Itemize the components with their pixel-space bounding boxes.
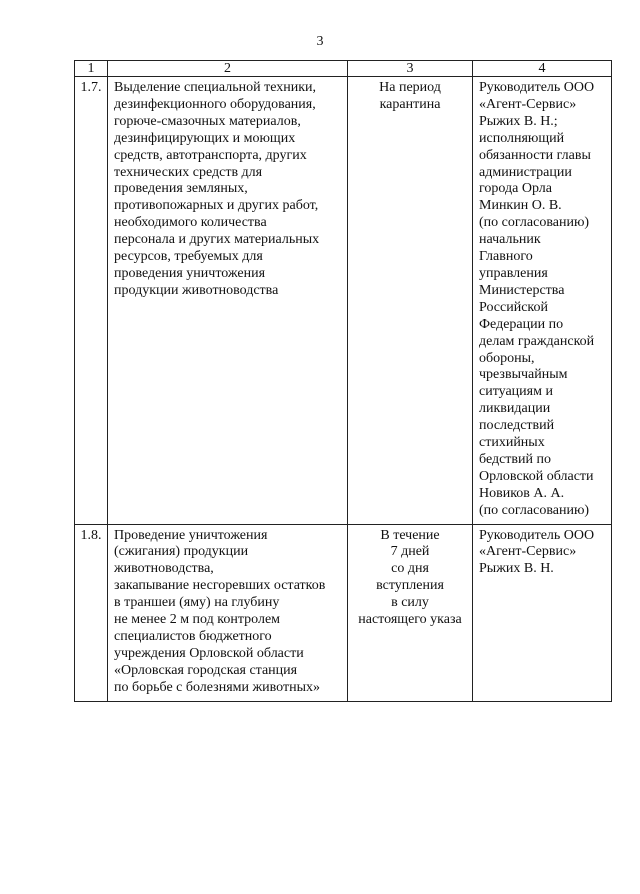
column-header: 2 [108, 61, 348, 77]
text-line: делам гражданской [479, 333, 595, 349]
column-header: 1 [75, 61, 108, 77]
text-line: в силу [391, 595, 429, 611]
text-line: чрезвычайным [479, 367, 568, 383]
text-line: дезинфицирующих и моющих [114, 130, 296, 146]
text-line: «Агент-Сервис» [479, 544, 577, 560]
text-line: Минкин О. В. [479, 198, 562, 214]
text-line: закапывание несгоревших остатков [114, 578, 326, 594]
text-line: проведения земляных, [114, 181, 248, 197]
text-line: (по согласованию) [479, 215, 590, 231]
text-line: Рыжих В. Н.; [479, 113, 558, 129]
text-line: необходимого количества [114, 215, 267, 231]
column-header: 4 [473, 61, 612, 77]
text-line: бедствий по [479, 451, 552, 467]
action-cell [108, 524, 348, 701]
term-cell [348, 524, 473, 701]
responsible-cell [473, 77, 612, 525]
text-line: администрации [479, 164, 572, 180]
text-line: стихийных [479, 435, 545, 451]
table-row [75, 524, 612, 701]
text-line: карантина [379, 96, 441, 112]
text-line: Рыжих В. Н. [479, 561, 554, 577]
text-line: Российской [479, 299, 548, 315]
text-line: последствий [479, 418, 555, 434]
text-line: по борьбе с болезнями животных» [114, 679, 321, 695]
text-line: вступления [376, 578, 444, 594]
text-line: персонала и других материальных [114, 232, 320, 248]
text-line: ситуациям и [479, 384, 553, 400]
text-line: Федерации по [479, 316, 564, 332]
text-line: На период [379, 80, 441, 95]
text-line: учреждения Орловской области [114, 645, 304, 661]
text-line: горюче-смазочных материалов, [114, 113, 301, 129]
text-line: продукции животноводства [114, 282, 279, 298]
term-cell [348, 77, 473, 525]
text-line: начальник [479, 232, 541, 248]
text-line: противопожарных и других работ, [114, 198, 319, 214]
text-line: В течение [380, 527, 440, 543]
item-number: 1.7. [75, 77, 108, 525]
text-line: ликвидации [479, 401, 551, 417]
text-line: средств, автотранспорта, других [114, 147, 307, 163]
text-line: Руководитель ООО [479, 527, 595, 543]
measures-table [74, 60, 612, 702]
text-line: Новиков А. А. [479, 485, 565, 501]
text-line: технических средств для [114, 164, 263, 180]
text-line: Главного [479, 249, 533, 265]
text-line: Руководитель ООО [479, 80, 595, 95]
column-header: 3 [348, 61, 473, 77]
text-line: (по согласованию) [479, 502, 590, 518]
text-line: (сжигания) продукции [114, 544, 249, 560]
table-header-row [75, 61, 612, 77]
text-line: Выделение специальной техники, [114, 80, 317, 95]
text-line: обязанности главы [479, 147, 591, 163]
text-line: настоящего указа [358, 612, 462, 628]
item-number: 1.8. [75, 524, 108, 701]
text-line: Проведение уничтожения [114, 527, 268, 543]
text-line: «Агент-Сервис» [479, 96, 577, 112]
text-line: животноводства, [114, 561, 214, 577]
action-cell [108, 77, 348, 525]
text-line: проведения уничтожения [114, 265, 266, 281]
text-line: управления [479, 265, 548, 281]
text-line: со дня [391, 561, 429, 577]
text-line: 7 дней [390, 544, 430, 560]
text-line: дезинфекционного оборудования, [114, 96, 316, 112]
text-line: в траншеи (яму) на глубину [114, 595, 280, 611]
text-line: специалистов бюджетного [114, 629, 272, 644]
table-row [75, 77, 612, 525]
text-line: Министерства [479, 282, 565, 298]
text-line: исполняющий [479, 130, 565, 146]
text-line: «Орловская городская станция [114, 662, 298, 678]
text-line: ресурсов, требуемых для [114, 249, 263, 265]
text-line: Орловской области [479, 468, 594, 484]
text-line: обороны, [479, 350, 535, 366]
text-line: не менее 2 м под контролем [114, 612, 281, 628]
text-line: города Орла [479, 181, 552, 197]
responsible-cell [473, 524, 612, 701]
page-number: 3 [316, 34, 324, 49]
